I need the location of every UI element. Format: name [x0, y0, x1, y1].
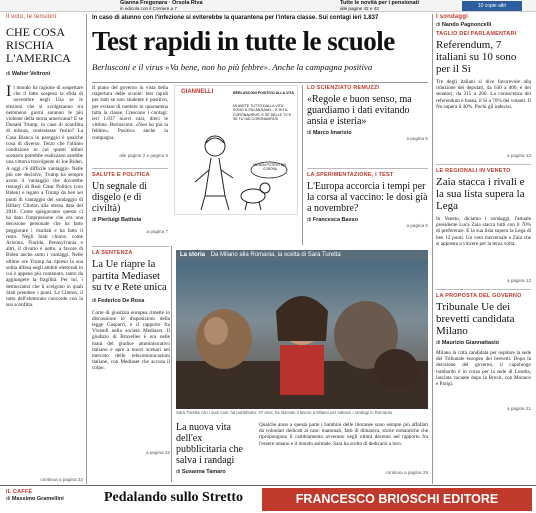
bottom-ad[interactable]: FRANCESCO BRIOSCHI EDITORE [262, 488, 532, 511]
left-body [6, 85, 83, 475]
right-col-body-3: Milano la città candidata per ospitare la sede del Tribunale europeo dei brevetti. Dopo la decisione del governo, il capoluogo lombardo è in corsa per la sede di Londra, lasciata vacante dopo la Brexit, con Monaco e Parigi. [436, 350, 531, 388]
mid-story-1-page[interactable]: a pagina 7 [146, 229, 168, 234]
top-strip-badge: 10 copie altri [462, 1, 522, 11]
mid-story-1-kicker: SALUTE E POLITICA [92, 172, 150, 178]
cartoon-speech: MI AVETE TUTTO DALLA VITA: SONO IL PIÙ ANZIANO... E HO IL CORONAVIRUS. E SE DELLE TV E SE TU HAI CORONAVIRUS [233, 104, 291, 121]
left-headline: CHE COSA RISCHIA L'AMERICA [6, 25, 71, 65]
photo-story-right-page[interactable]: continua a pagina 25 [385, 470, 428, 475]
left-body-text: l mondo ha ragione di sospettare che il fatto sospeso la sfida di novembre negli Usa se le elezioni che si svolgeranno tra nemmeno giorni saranno le più violente della storia americana? E se Donald Trump, in caso di sconfitta di misura, contestasse l'esito? La Casa Bianca in pareggio è qualche cosa di diverso. Terzo che l'ultimo condizione in cui questi ultimi scenario potrebbe realizzarsi sarebbe una vittoria travolgente di Joe Biden. A oggi c'è difficile vantaggio. Nelle più ore decisive, Trump ha sempre avuto il vantaggio che dovrebbe restargli di Real Clear Politics (con Biden) e legato a Trump da ben sei punti di vantaggio del sondaggio di Hillary Clinton alla stessa data del 2016. Come spiegavamo questo ci ha dato l'impressione che era una decisione personale che ha fatto peggiorare i risultati e ha fatto il resto. Negli Stati chiave, come Arizona, Florida, Pennsylvania e altri, il divario è netto, a favore di Biden anche sotto i vantaggi. Nelle ultime ore Trump ha ripreso la sua solita difesa negli ambiti elettorali in cui è appena più contenuto, tanto da aggiungere la fragilità. Per lui, i democratici che li scelgono in quali Stati prendere i punti. La Clinton, il tutto dell'elettorato concorde con la sua sconfitta. [6, 85, 83, 309]
right-story-2-kicker: LA SPERIMENTAZIONE, I TEST [307, 172, 394, 178]
cartoon [174, 85, 298, 215]
bottom-caffe-label: IL CAFFÈ [6, 489, 33, 495]
mid-story-1-byline: di Pierluigi Battista [92, 217, 142, 223]
right-story-2-headline[interactable]: L'Europa accorcia i tempi per la corsa al vaccino: le dosi già a novembre? [307, 181, 428, 214]
photo-story-left-headline[interactable]: La nuova vita dell'ex pubblicitaria che salva i randagi [176, 422, 243, 466]
right-story-1-kicker: LO SCIENZIATO REMUZZI [307, 85, 380, 91]
right-col-page-1[interactable]: a pagina 13 [506, 153, 531, 158]
divider [432, 14, 433, 484]
lead-body-pages[interactable]: alle pagine 2 e pagina 9 [119, 153, 168, 158]
right-story-1-headline[interactable]: «Regole e buon senso, ma guardiamo i dati evitando ansia e isteria» [307, 94, 412, 127]
cartoon-caption: BERLUSCONI POSITIVO ALLA VITA [233, 91, 294, 95]
photo-label: La storia [180, 252, 206, 258]
photo [176, 261, 428, 409]
photo-story-right-body: Qualche anno a questa parte i bambini delle litoranee sono sempre più affollati da volontari dedicati ai cani: mammali, fatti di dimanica, storie romantiche che ripropongono il cambiamento avvenuto negli ultimi decenni nel rapporto fra l'essere umano e il mondo animale. Sara ha scelto di dedicarsi a loro. [259, 422, 428, 447]
right-story-2 [307, 168, 428, 244]
right-story-2-byline: di Francesca Basso [307, 217, 359, 223]
divider [302, 85, 303, 245]
mid-story-2 [92, 246, 170, 480]
right-col-body-2: In Veneto, diciamo i sondaggi, l'attuale presidente Luca Zaia stacca tutti con il 70% di preferenze. E la sua lista supera la Lega di ben 12 punti. Un voto trasversale a Zaia che si appresta a vincere per la terza volta. [436, 216, 531, 247]
right-col-headline-1[interactable]: Referendum, 7 italiani su 10 sono per il Sì [436, 39, 517, 75]
left-byline: di Walter Veltroni [6, 71, 51, 77]
right-col-sub-kicker: TAGLIO DEI PARLAMENTARI [436, 31, 517, 37]
bottom-headline[interactable]: Pedalando sullo Stretto [104, 490, 243, 505]
right-col-headline-2[interactable]: Zaia stacca i rivali e la sua lista supera la Lega [436, 176, 525, 212]
photo-caption: Sara Turetta con i suoi cani: ha pubblicato, 47 anni, ha lasciato il lavoro a Milano per salvare i randagi in Romania [176, 410, 392, 415]
photo-title: Da Milano alla Romania, la scelta di Sara Turetta [210, 252, 341, 258]
lead-note: In caso di alunno con l'infezione si eviterebbe la quarantena per l'intera classe. Sui contagi ieri 1.837 [92, 15, 379, 21]
right-column [436, 14, 531, 484]
photo-band [176, 250, 428, 261]
mid-story-2-byline: di Federico De Rosa [92, 297, 145, 304]
photo-story-right [259, 422, 428, 480]
divider [171, 246, 172, 482]
right-col-byline: di Nando Pagnoncelli [436, 22, 492, 28]
lead-body-block [92, 85, 168, 163]
top-strip-left-sub: in edicola con il Corriere a 7 [120, 6, 177, 11]
right-col-kicker-2: LE REGIONALI IN VENETO [436, 164, 531, 174]
right-col-body-1: Tre degli italiani si dice favorevole alla riduzione dei deputati, da 630 a 400, e dei senatori, da 315 a 200. La conoscenza del referendum è bassa, il Sì a 70% dei votanti. Il No supera il 30%. Pochi gli indecisi. [436, 79, 531, 110]
mid-story-1-headline[interactable]: Un segnale di disgelo (e di civiltà) [92, 181, 147, 214]
mid-story-2-page[interactable]: a pagina 32 [145, 449, 170, 455]
right-col-byline-3: di Maurizio Giannattasio [436, 340, 499, 346]
divider [86, 14, 87, 484]
bottom-caffe-byline: di Massimo Gramellini [6, 496, 64, 502]
right-col-kicker-3: LA PROPOSTA DEL GOVERNO [436, 289, 531, 299]
bottom-caffe [6, 489, 86, 511]
left-section-label: Il voto, le tensioni [6, 14, 57, 20]
photo-story-left [176, 422, 254, 480]
top-strip [0, 0, 536, 12]
left-dropcap: I [6, 85, 12, 100]
mid-story-2-headline[interactable]: La Ue riapre la partita Mediaset su tv e Rete unica [92, 259, 167, 293]
left-continue[interactable]: continua a pagina 32 [40, 477, 83, 482]
right-story-1-byline: di Marco Imarisio [307, 130, 352, 136]
top-strip-mid: Tutte le novità per i pensionati [340, 0, 420, 6]
lead-body: Il piano del governo in vista della riapertura delle scuole: test rapidi per tutti se uno studente è positivo, per evitare di mettere in quarantena tutta la classe. Crescono i contagi: ieri 1.837 nuovi casi, dieci le vittime. Berlusconi: «Non ho più la febbre». Positiva anche la compagna. [92, 85, 168, 141]
left-column [6, 14, 83, 484]
right-story-1-page[interactable]: a pagina 6 [406, 136, 428, 141]
right-col-headline-3[interactable]: Tribunale Ue dei brevetti candidata Milano [436, 301, 515, 337]
mid-story-1 [92, 168, 168, 244]
mid-story-2-body: Corte di giustizia europea rimette in discussione le disposizioni della legge Gasparri, e il rapporto fra Vivendi nella società Mediaset. Il giudizio di Bruxelles è ora nelle mani del giudice amministrativo italiano e apre a nuovi scenari nel mercato delle telecomunicazioni italiane, con Mediaset che accusa il colpo. [92, 309, 170, 372]
right-col-section: I sondaggi [436, 14, 468, 20]
lead-headline: Test rapidi in tutte le scuole [92, 26, 395, 56]
right-story-2-page[interactable]: a pagina 5 [406, 223, 428, 228]
mid-story-2-kicker: LA SENTENZA [92, 250, 133, 256]
cartoon-drawing [175, 98, 299, 216]
right-col-page-2[interactable]: a pagina 12 [506, 278, 531, 283]
top-strip-mid-sub: alle pagine 42 e 43 [340, 6, 379, 11]
left-byline-name: Walter Veltroni [11, 71, 51, 77]
right-story-1 [307, 85, 428, 163]
divider [92, 82, 428, 83]
lead-subhead: Berlusconi e il virus «Va bene, non ho più febbre». Anche la campagna positiva [92, 62, 373, 72]
cartoon-label: GIANNELLI [181, 89, 214, 95]
right-col-page-3[interactable]: a pagina 21 [506, 406, 531, 411]
photo-scene [176, 261, 428, 409]
cartoon-dog-text: MA NON POTEVO DEL CORONA [253, 163, 287, 171]
top-strip-left: Gianna Fregonara · Orsola Riva [120, 0, 203, 6]
photo-story-left-byline: di Susanna Tamaro [176, 469, 226, 475]
divider [0, 485, 536, 486]
